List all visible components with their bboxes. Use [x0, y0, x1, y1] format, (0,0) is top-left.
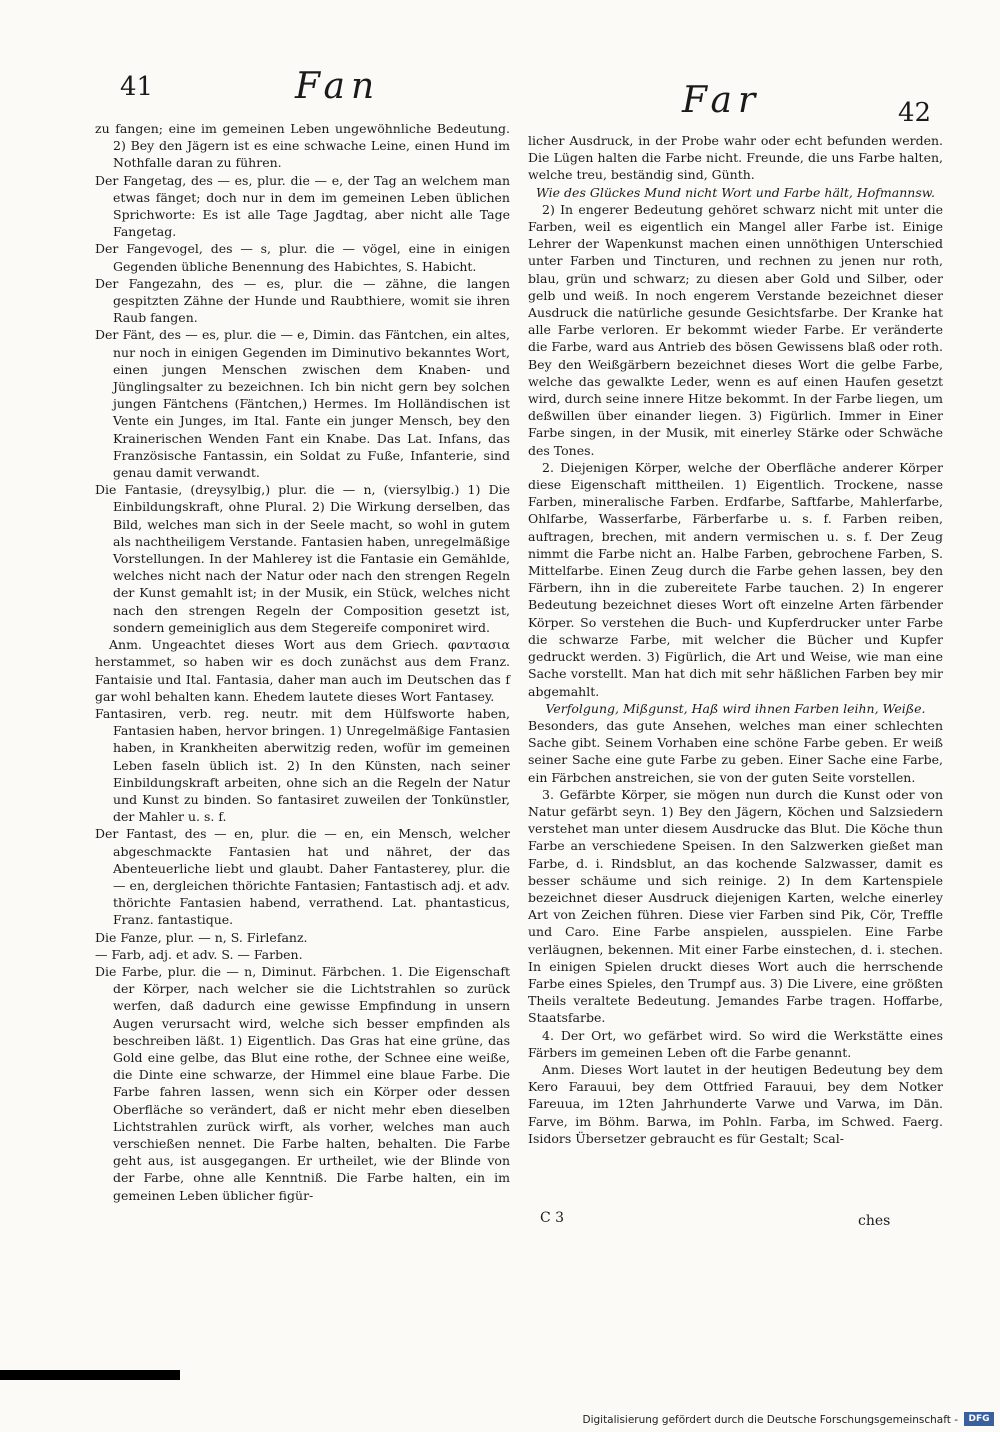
quotation: Verfolgung, Mißgunst, Haß wird ihnen Farben leihn, Weiße. — [545, 700, 926, 716]
entry-farb: — Farb, adj. et adv. S. — Farben. — [95, 946, 303, 962]
right-page-number: 42 — [898, 98, 932, 128]
entry-fantasie: Die Fantasie, (dreysylbig,) plur. die — n, (viersylbig.) 1) Die Einbildungskraft, ohne Plural. 2) Die Wirkung derselben, das Bild, welches man sich in der Seele macht, so wohl in gutem als nachtheiligem Verstande. Fantasien haben, unregelmäßige Vorstellungen. In der Mahlerey ist die Fantasie ein Gemählde, welches nicht nach der Natur oder nach den strengen Regeln der Kunst gemahlt ist; in der Musik, ein Stück, welches nicht nach den strengen Regeln der Composition gesetzt ist, sondern gemeiniglich aus dem Stegereife componiret wird. — [95, 482, 510, 635]
entry-fantasiren: Fantasiren, verb. reg. neutr. mit dem Hülfsworte haben, Fantasien haben, hervor bringen. 1) Unregelmäßige Fantasien haben, in Krankheiten aberwitzig reden, wofür im gemeinen Leben faseln üblich ist. 2) In den Künsten, nach seiner Einbildungskraft arbeiten, ohne sich an die Regeln der Natur und Kunst zu binden. So fantasiret zuweilen der Tonkünstler, der Mahler u. s. f. — [95, 705, 510, 825]
scan-edge-bar — [0, 1370, 180, 1380]
catchword: ches — [858, 1213, 891, 1229]
signature-mark: C 3 — [540, 1210, 565, 1226]
entry-fantast: Der Fantast, des — en, plur. die — en, ein Mensch, welcher abgeschmackte Fantasien hat und nähret, der das Abenteuerliche liebt und glaubt. Daher Fantasterey, plur. die — en, dergleichen thörichte Fantasien; Fantastisch adj. et adv. thörichte Fantasien habend, verrathend. Lat. phantasticus, Franz. fantastique. — [95, 826, 510, 928]
left-page-number: 41 — [120, 72, 154, 102]
right-guideword: Far — [682, 80, 762, 121]
entry-text: 3. Gefärbte Körper, sie mögen nun durch die Kunst oder von Natur gefärbt seyn. 1) Bey den Jägern, Köchen und Salzsiedern verstehet man unter diesem Ausdrucke das Blut. Die Köche thun Farbe an verschiedene Speisen. In den Salzwerken gießet man Farbe, d. i. Rindsblut, an das kochende Salzwasser, damit es besser schäume und sich reinige. 2) In dem Kartenspiele bezeichnet dieser Ausdruck diejenigen Karten, welche einerley Art von Zeichen führen. Diese vier Farben sind Pik, Cör, Treffle und Caro. Eine Farbe anspielen, ausspielen. Eine Farbe verläugnen, bekennen. Mit einer Farbe einstechen, d. i. stechen. In einigen Spielen druckt dieses Wort auch die herrschende Farbe eines Spieles, den Trumpf aus. 3) Die Livere, eine größten Theils veraltete Bedeutung. Jemandes Farbe tragen. Hoffarbe, Staatsfarbe. — [528, 786, 943, 1026]
entry-text: 2. Diejenigen Körper, welche der Oberfläche anderer Körper diese Eigenschaft mittheilen. 1) Eigentlich. Trockene, nasse Farben, mineralische Farben. Erdfarbe, Saftfarbe, Mahlerfarbe, Ohlfarbe, Wasserfarbe, Färberfarbe u. s. f. Farben reiben, auftragen, brechen, mit andern vermischen u. s. f. Der Zeug nimmt die Farbe nicht an. Halbe Farben, gebrochene Farben, S. Mittelfarbe. Einen Zeug durch die Farbe gehen lassen, bey den Färbern, ihn in die zubereitete Farbe tauchen. 2) In engerer Bedeutung bezeichnet dieses Wort oft einzelne Arten färbender Körper. So verstehen die Buch- und Kupferdrucker unter Farbe die schwarze Farbe, mit welcher die Bücher und Kupfer gedruckt werden. 3) Figürlich, die Art und Weise, wie man eine Sache vorstellt. Man hat dich mit sehr häßlichen Farben bey mir abgemahlt. — [528, 459, 943, 699]
dfg-logo: DFG — [964, 1412, 994, 1426]
entry-text: licher Ausdruck, in der Probe wahr oder echt befunden werden. Die Lügen halten die Farbe nicht. Freunde, die uns Farbe halten, welche treu, beständig sind, Günth. — [528, 133, 943, 183]
quotation: Wie des Glückes Mund nicht Wort und Farbe hält, Hofmannsw. — [536, 184, 935, 200]
digitization-credit: Digitalisierung gefördert durch die Deutsche Forschungsgemeinschaft - — [582, 1414, 958, 1426]
left-column — [95, 120, 510, 1204]
etymology-note: Anm. Dieses Wort lautet in der heutigen Bedeutung bey dem Kero Farauui, bey dem Ottfried Farauui, bey dem Notker Fareuua, im 12ten Jahrhunderte Varwe und Varwa, im Dän. Farve, im Böhm. Barwa, im Pohln. Farba, im Schwed. Faerg. Isidors Übersetzer gebraucht es für Gestalt; Scal- — [528, 1061, 943, 1146]
entry-fanze: Die Fanze, plur. — n, S. Firlefanz. — [95, 929, 308, 945]
entry-text: 2) In engerer Bedeutung gehöret schwarz nicht mit unter die Farben, weil es eigentlich ein Mangel aller Farbe ist. Einige Lehrer der Wapenkunst machen einen unnöthigen Unterschied unter Farben und Tincturen, und rechnen zu jenen nur roth, blau, grün und schwarz; zu diesen aber Gold und Silber, oder gelb und weiß. In noch engerem Verstande bezeichnet dieser Ausdruck die natürliche gesunde Gesichtsfarbe. Der Kranke hat alle Farbe verloren. Er bekommt wieder Farbe. Er veränderte die Farbe, ward aus Antrieb des bösen Gewissens blaß oder roth. Bey den Weißgärbern bezeichnet dieses Wort die gelbe Farbe, welche das gewalkte Leder, wenn es auf einen Haufen gesetzt wird, durch seine innere Hitze bekommt. In der Farbe liegen, um deßwillen über einander liegen. 3) Figürlich. Immer in Einer Farbe singen, in der Musik, mit einerley Stärke oder Schwäche des Tones. — [528, 201, 943, 458]
entry-fangetag: Der Fangetag, des — es, plur. die — e, der Tag an welchem man etwas fänget; doch nur in dem im gemeinen Leben üblichen Sprichworte: Es ist alle Tage Jagdtag, aber nicht alle Tage Fangetag. — [95, 172, 510, 240]
entry-fangezahn: Der Fangezahn, des — es, plur. die — zähne, die langen gespitzten Zähne der Hunde und Raubthiere, womit sie ihren Raub fangen. — [95, 275, 510, 326]
entry-text: 4. Der Ort, wo gefärbet wird. So wird die Werkstätte eines Färbers im gemeinen Leben oft die Farbe genannt. — [528, 1027, 943, 1060]
entry-farbe: Die Farbe, plur. die — n, Diminut. Färbchen. 1. Die Eigenschaft der Körper, nach welcher sie die Lichtstrahlen so zurück werfen, daß dadurch eine gewisse Empfindung in unsern Augen verursacht wird, welche sich besser empfinden als beschreiben läßt. 1) Eigentlich. Das Gras hat eine grüne, das Gold eine gelbe, das Blut eine rothe, der Schnee eine weiße, die Dinte eine schwarze, der Himmel eine blaue Farbe. Die Farbe fahren lassen, wenn sich ein Körper oder dessen Oberfläche so verändert, daß er nicht mehr eben dieselben Lichtstrahlen zurück wirft, als vorher, welches man auch verschießen nennet. Die Farbe halten, behalten. Die Farbe geht aus, ist ausgegangen. Er urtheilet, wie der Blinde von der Farbe, ohne alle Kenntniß. Die Farbe halten, ein im gemeinen Leben üblicher figür- — [95, 963, 510, 1203]
entry-text: zu fangen; eine im gemeinen Leben ungewöhnliche Bedeutung. 2) Bey den Jägern ist es eine schwache Leine, einen Hund im Nothfalle daran zu führen. — [95, 121, 510, 171]
entry-fantasie-note: Anm. Ungeachtet dieses Wort aus dem Griech. φαντασια herstammet, so haben wir es doch zunächst aus dem Franz. Fantaisie und Ital. Fantasia, daher man auch im Deutschen das f gar wohl behalten kann. Ehedem lautete dieses Wort Fantasey. — [95, 637, 510, 704]
left-guideword: Fan — [295, 66, 381, 107]
entry-fant: Der Fänt, des — es, plur. die — e, Dimin. das Fäntchen, ein altes, nur noch in einigen Gegenden im Diminutivo bekanntes Wort, einen jungen Menschen zwischen dem Knaben- und Jünglingsalter zu bezeichnen. Ich bin nicht gern bey solchen jungen Fäntchens (Fäntchen,) Hermes. Im Holländischen ist Vente ein Junges, im Ital. Fante ein junger Mensch, bey den Krainerischen Wenden Fant ein Knabe. Das Lat. Infans, das Französische Fantassin, ein Soldat zu Fuße, Infanterie, sind genau damit verwandt. — [95, 327, 510, 481]
entry-text: Besonders, das gute Ansehen, welches man einer schlechten Sache gibt. Seinem Vorhaben eine schöne Farbe geben. Er weiß seiner Sache eine gute Farbe zu geben. Einer Sache eine Farbe, ein Färbchen anstreichen, sie von der guten Seite vorstellen. — [528, 717, 943, 785]
entry-fangevogel: Der Fangevogel, des — s, plur. die — vögel, eine in einigen Gegenden übliche Benennung des Habichtes, S. Habicht. — [95, 241, 510, 274]
right-column — [528, 132, 943, 1147]
